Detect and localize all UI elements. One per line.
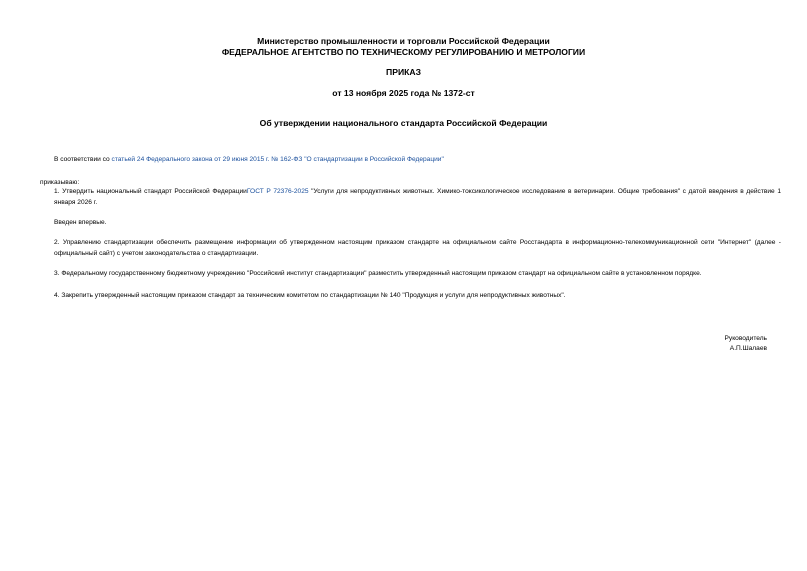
gost-standard-link[interactable]: ГОСТ Р 72376-2025 [246, 188, 309, 195]
document-subject: Об утверждении национального стандарта Российской Федерации [259, 118, 548, 128]
order-word: приказываю: [40, 179, 80, 186]
federal-law-link[interactable]: статьей 24 Федерального закона от 29 июня 2015 г. № 162-ФЗ "О стандартизации в Российской Федерации" [111, 156, 444, 163]
item1-suffix: "Услуги для непродуктивных животных. Химико-токсикологическое исследование в ветеринарии. Общие требования" с датой введения в действие 1 января 2026 г. [54, 188, 781, 206]
agency-title: ФЕДЕРАЛЬНОЕ АГЕНТСТВО ПО ТЕХНИЧЕСКОМУ РЕГУЛИРОВАНИЮ И МЕТРОЛОГИИ [221, 47, 586, 57]
document-type: ПРИКАЗ [386, 67, 421, 77]
order-item-2: 2. Управлению стандартизации обеспечить размещение информации об утвержденном настоящим приказом стандарте на официальном сайте Росстандарта в информационно-телекоммуникационной сети "Интернет" (далее - официальный сайт) с учетом законодательства о стандартизации. [54, 239, 781, 257]
document-number: от 13 ноября 2025 года № 1372-ст [332, 88, 475, 98]
basis-paragraph [54, 155, 444, 166]
item1-prefix: 1. Утвердить национальный стандарт Российской Федерации [54, 188, 247, 195]
order-item-4: 4. Закрепить утвержденный настоящим приказом стандарт за техническим комитетом по стандартизации № 140 "Продукция и услуги для непродуктивных животных". [54, 292, 566, 299]
ministry-title: Министерство промышленности и торговли Российской Федерации [257, 36, 550, 46]
introduced-first-note: Введен впервые. [54, 219, 107, 226]
basis-prefix: В соответствии со [54, 156, 112, 163]
order-item-3: 3. Федеральному государственному бюджетному учреждению "Российский институт стандартизации" разместить утвержденный настоящим приказом стандарт на официальном сайте в установленном порядке. [54, 270, 702, 277]
signatory-name: А.П.Шалаев [729, 345, 767, 352]
order-item-1 [40, 187, 781, 208]
signatory-role: Руководитель [724, 335, 767, 342]
